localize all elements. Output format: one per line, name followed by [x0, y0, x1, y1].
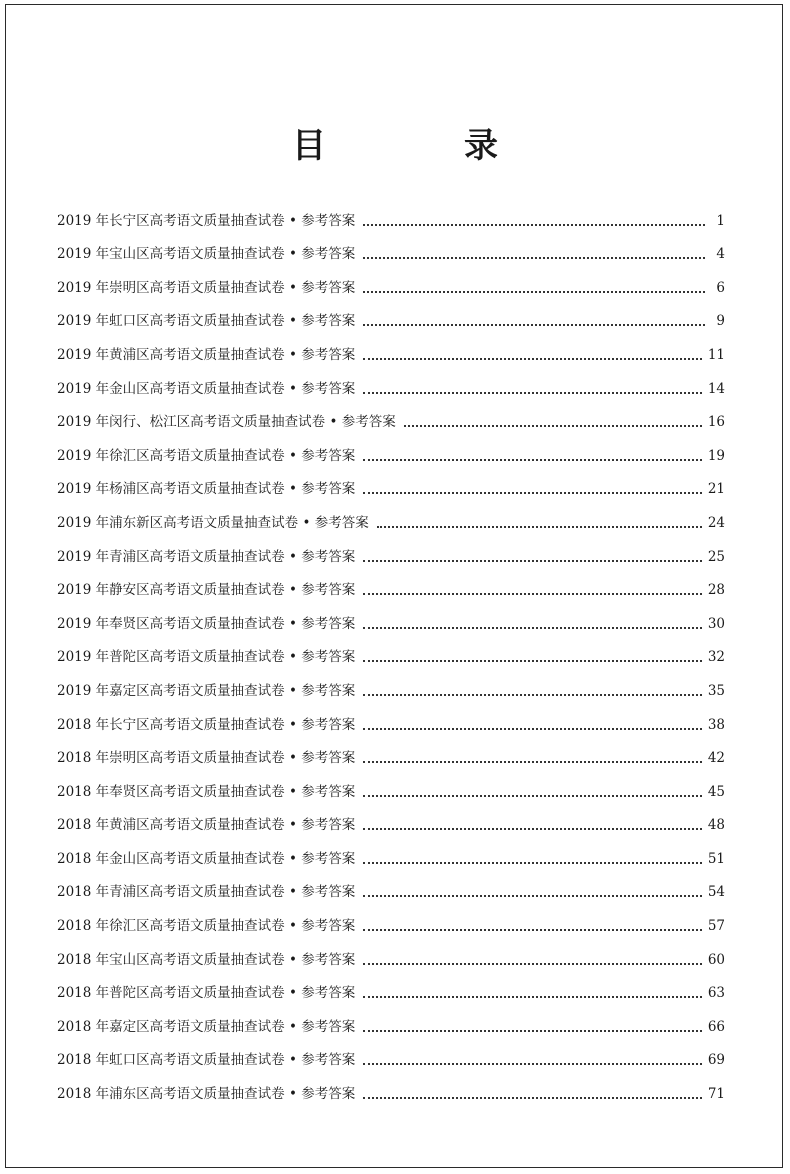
toc-page-number: 51: [707, 850, 725, 867]
toc-entry[interactable]: [57, 936, 725, 970]
toc-entry[interactable]: [57, 600, 725, 634]
toc-entry-title: 2019 年长宁区高考语文质量抽查试卷 • 参考答案: [57, 212, 356, 229]
toc-entry-title: 2019 年嘉定区高考语文质量抽查试卷 • 参考答案: [57, 682, 356, 699]
toc-entry[interactable]: [57, 1037, 725, 1071]
dot-leader: [363, 559, 702, 562]
toc-entry[interactable]: [57, 1003, 725, 1037]
toc-entry-title: 2018 年徐汇区高考语文质量抽查试卷 • 参考答案: [57, 918, 356, 935]
dot-leader: [363, 1029, 702, 1032]
toc-page-number: 35: [707, 682, 725, 699]
toc-entry-title: 2018 年金山区高考语文质量抽查试卷 • 参考答案: [57, 850, 356, 867]
dot-leader: [363, 592, 702, 595]
dot-leader: [363, 894, 702, 897]
toc-page-number: 32: [707, 649, 725, 666]
dot-leader: [363, 223, 705, 226]
dot-leader: [363, 357, 702, 360]
dot-leader: [363, 995, 702, 998]
dot-leader: [363, 928, 702, 931]
toc-entry[interactable]: [57, 802, 725, 836]
toc-entry-title: 2019 年普陀区高考语文质量抽查试卷 • 参考答案: [57, 649, 356, 666]
toc-entry[interactable]: [57, 768, 725, 802]
toc-entry-title: 2018 年长宁区高考语文质量抽查试卷 • 参考答案: [57, 716, 356, 733]
dot-leader: [363, 760, 702, 763]
toc-entry-title: 2019 年黄浦区高考语文质量抽查试卷 • 参考答案: [57, 346, 356, 363]
toc-page-number: 60: [707, 951, 725, 968]
dot-leader: [404, 424, 702, 427]
dot-leader: [363, 256, 705, 259]
toc-entry[interactable]: [57, 1070, 725, 1104]
dot-leader: [363, 659, 702, 662]
toc-page-number: 21: [707, 481, 725, 498]
toc-entry[interactable]: [57, 432, 725, 466]
toc-entry[interactable]: [57, 298, 725, 332]
toc-entry[interactable]: [57, 634, 725, 668]
toc-entry-title: 2019 年金山区高考语文质量抽查试卷 • 参考答案: [57, 380, 356, 397]
dot-leader: [363, 827, 702, 830]
toc-entry[interactable]: [57, 835, 725, 869]
dot-leader: [363, 458, 702, 461]
toc-page-number: 69: [707, 1052, 725, 1069]
toc-entry-title: 2019 年闵行、松江区高考语文质量抽查试卷 • 参考答案: [57, 414, 396, 431]
dot-leader: [363, 323, 705, 326]
toc-page-number: 25: [707, 548, 725, 565]
toc-entry[interactable]: [57, 231, 725, 265]
dot-leader: [363, 1062, 702, 1065]
toc-entry[interactable]: [57, 902, 725, 936]
toc-page-number: 54: [707, 884, 725, 901]
toc-page-number: 14: [707, 380, 725, 397]
toc-entry[interactable]: [57, 533, 725, 567]
toc-entry-title: 2018 年奉贤区高考语文质量抽查试卷 • 参考答案: [57, 783, 356, 800]
toc-page-number: 30: [707, 615, 725, 632]
toc-page-number: 48: [707, 817, 725, 834]
toc-entry[interactable]: [57, 869, 725, 903]
toc-entry[interactable]: [57, 197, 725, 231]
toc-entry-title: 2018 年浦东区高考语文质量抽查试卷 • 参考答案: [57, 1086, 356, 1103]
toc-entry[interactable]: [57, 735, 725, 769]
toc-entry-title: 2019 年宝山区高考语文质量抽查试卷 • 参考答案: [57, 246, 356, 263]
toc-page-number: 38: [707, 716, 725, 733]
toc-entry[interactable]: [57, 701, 725, 735]
toc-page-number: 24: [707, 514, 725, 531]
toc-entry-title: 2019 年杨浦区高考语文质量抽查试卷 • 参考答案: [57, 481, 356, 498]
toc-page-number: 4: [716, 246, 725, 263]
toc-entry-title: 2019 年青浦区高考语文质量抽查试卷 • 参考答案: [57, 548, 356, 565]
toc-entry[interactable]: [57, 667, 725, 701]
toc-page-number: 11: [707, 346, 725, 363]
toc-page-number: 9: [716, 313, 725, 330]
dot-leader: [377, 525, 702, 528]
toc-entry-title: 2018 年宝山区高考语文质量抽查试卷 • 参考答案: [57, 951, 356, 968]
toc-page-number: 6: [716, 279, 725, 296]
toc-page-number: 42: [707, 750, 725, 767]
toc-entry-title: 2018 年青浦区高考语文质量抽查试卷 • 参考答案: [57, 884, 356, 901]
toc-page-number: 28: [707, 582, 725, 599]
dot-leader: [363, 861, 702, 864]
dot-leader: [363, 693, 702, 696]
toc-entry-title: 2019 年崇明区高考语文质量抽查试卷 • 参考答案: [57, 279, 356, 296]
toc-entry[interactable]: [57, 499, 725, 533]
dot-leader: [363, 290, 705, 293]
toc-page-number: 66: [707, 1018, 725, 1035]
dot-leader: [363, 391, 702, 394]
toc-entry-title: 2018 年崇明区高考语文质量抽查试卷 • 参考答案: [57, 750, 356, 767]
toc-entry-title: 2018 年虹口区高考语文质量抽查试卷 • 参考答案: [57, 1052, 356, 1069]
toc-entry[interactable]: [57, 399, 725, 433]
toc-page-number: 57: [707, 918, 725, 935]
toc-entry[interactable]: [57, 466, 725, 500]
toc-page-number: 71: [707, 1086, 725, 1103]
toc-entry-title: 2019 年虹口区高考语文质量抽查试卷 • 参考答案: [57, 313, 356, 330]
toc-entry-title: 2019 年浦东新区高考语文质量抽查试卷 • 参考答案: [57, 514, 369, 531]
dot-leader: [363, 1096, 702, 1099]
toc-entry-title: 2018 年黄浦区高考语文质量抽查试卷 • 参考答案: [57, 817, 356, 834]
toc-entry-title: 2019 年徐汇区高考语文质量抽查试卷 • 参考答案: [57, 447, 356, 464]
toc-page-number: 16: [707, 414, 725, 431]
toc-entry[interactable]: [57, 970, 725, 1004]
toc-entry[interactable]: [57, 365, 725, 399]
toc-entry[interactable]: [57, 331, 725, 365]
dot-leader: [363, 962, 702, 965]
toc-entry-title: 2018 年普陀区高考语文质量抽查试卷 • 参考答案: [57, 985, 356, 1002]
page-title: 目 录: [292, 126, 550, 166]
dot-leader: [363, 626, 702, 629]
toc-page-number: 63: [707, 985, 725, 1002]
toc-entry[interactable]: [57, 567, 725, 601]
toc-entry-title: 2018 年嘉定区高考语文质量抽查试卷 • 参考答案: [57, 1018, 356, 1035]
toc-page-number: 1: [716, 212, 725, 229]
toc-entry-title: 2019 年奉贤区高考语文质量抽查试卷 • 参考答案: [57, 615, 356, 632]
dot-leader: [363, 727, 702, 730]
table-of-contents: [57, 197, 725, 1104]
toc-page-number: 45: [707, 783, 725, 800]
dot-leader: [363, 794, 702, 797]
toc-entry-title: 2019 年静安区高考语文质量抽查试卷 • 参考答案: [57, 582, 356, 599]
dot-leader: [363, 491, 702, 494]
toc-page-number: 19: [707, 447, 725, 464]
toc-entry[interactable]: [57, 264, 725, 298]
